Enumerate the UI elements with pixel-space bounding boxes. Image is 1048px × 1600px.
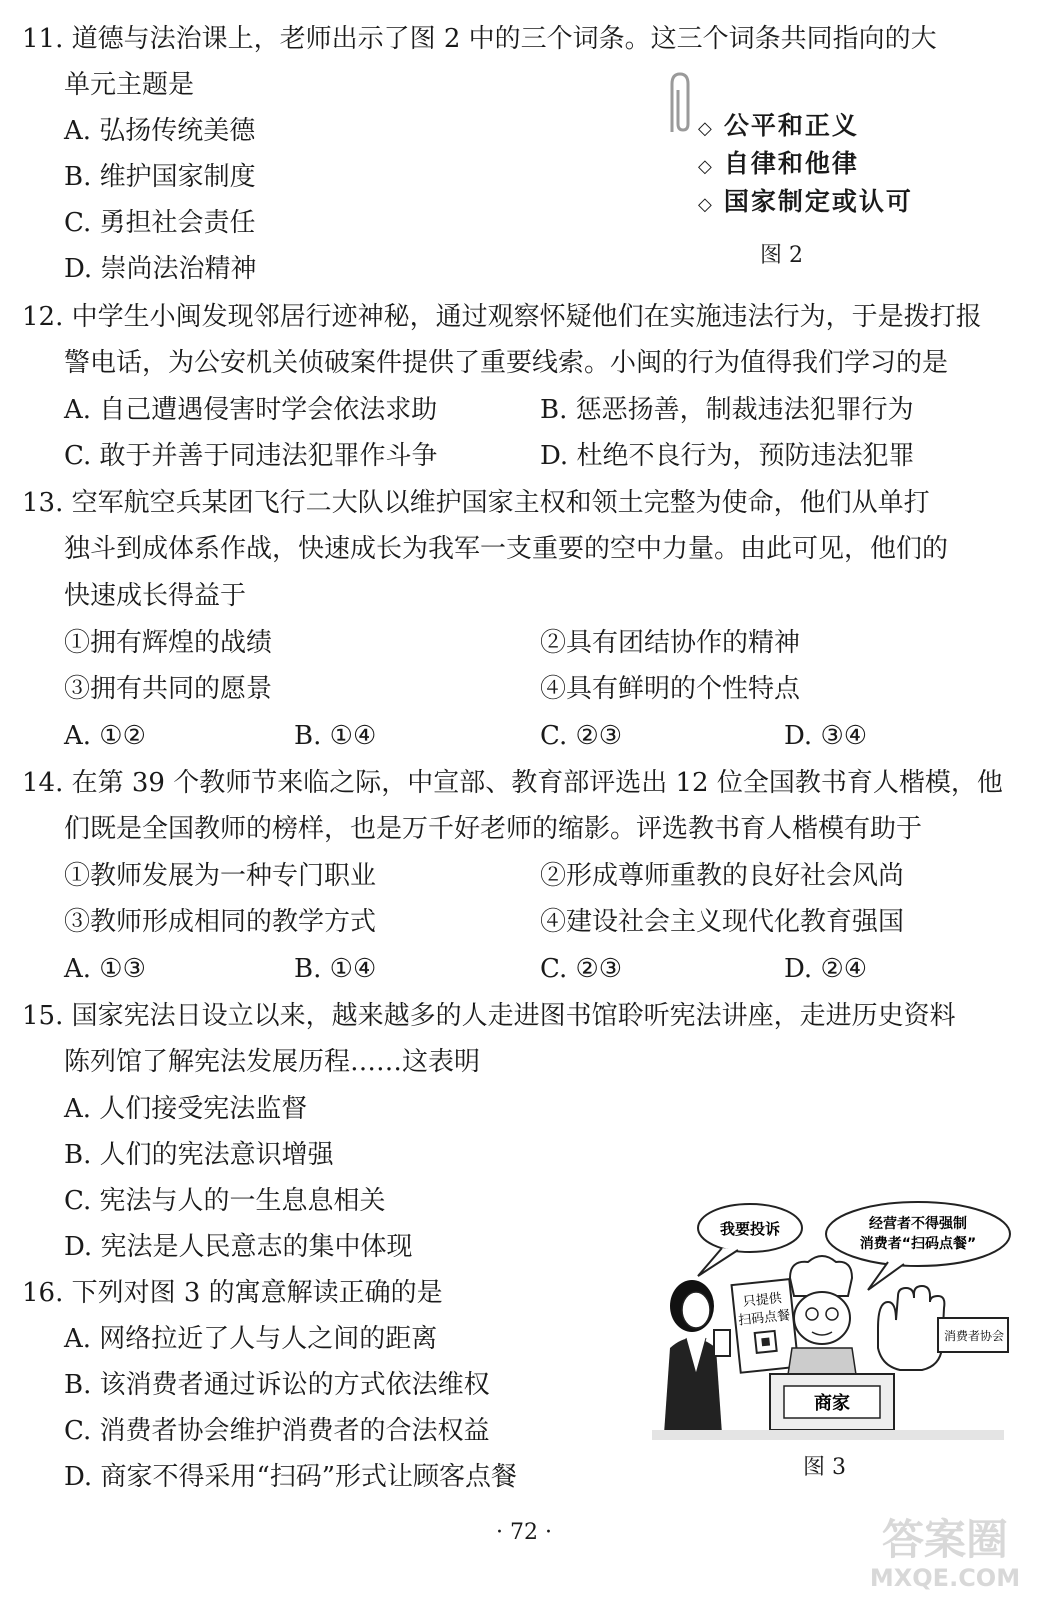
q14-item-3: ③教师形成相同的教学方式 [64, 907, 377, 937]
q16-option-d: D. 商家不得采用“扫码”形式让顾客点餐 [64, 1462, 518, 1492]
q13-option-c: C. ②③ [540, 721, 623, 751]
speech-bubble-left-tail [698, 1248, 738, 1276]
q13-item-4: ④具有鲜明的个性特点 [540, 674, 801, 704]
bubble-right-text-2: 消费者“扫码点餐” [859, 1236, 977, 1252]
counter-label: 商家 [814, 1393, 850, 1414]
q14-option-b: B. ①④ [294, 954, 377, 984]
paperclip-icon [658, 70, 698, 140]
q15-option-c: C. 宪法与人的一生息息相关 [64, 1186, 386, 1216]
figure2-term-2 [698, 144, 859, 180]
q15-stem-line1: 15. 国家宪法日设立以来，越来越多的人走进图书馆聆听宪法讲座，走进历史资料 [22, 1001, 956, 1031]
q14-option-c: C. ②③ [540, 954, 623, 984]
figure2-term-1-text: 公平和正义 [723, 111, 859, 140]
figure3-caption: 图 3 [803, 1455, 846, 1480]
q11-option-b: B. 维护国家制度 [64, 162, 256, 192]
q16-option-a: A. 网络拉近了人与人之间的距离 [64, 1324, 438, 1354]
hand-label: 消费者协会 [943, 1329, 1005, 1343]
q15-option-a: A. 人们接受宪法监督 [64, 1094, 308, 1124]
bubble-left-text: 我要投诉 [719, 1220, 781, 1238]
q12-stem-line2: 警电话，为公安机关侦破案件提供了重要线索。小闽的行为值得我们学习的是 [64, 348, 949, 378]
q11-stem-line1: 11. 道德与法治课上，老师出示了图 2 中的三个词条。这三个词条共同指向的大 [22, 24, 937, 54]
page-number: · 72 · [496, 1520, 552, 1545]
q12-stem-line1: 12. 中学生小闽发现邻居行迹神秘，通过观察怀疑他们在实施违法行为，于是拨打报 [22, 302, 982, 332]
q13-option-b: B. ①④ [294, 721, 377, 751]
sign-text-2: 扫码点餐 [737, 1308, 791, 1329]
q16-option-c: C. 消费者协会维护消费者的合法权益 [64, 1416, 490, 1446]
q14-option-d: D. ②④ [784, 954, 868, 984]
watermark-logo [850, 1508, 1040, 1594]
stop-hand-icon [878, 1286, 1008, 1370]
q14-item-1: ①教师发展为一种专门职业 [64, 861, 377, 891]
q12-option-b: B. 惩恶扬善，制裁违法犯罪行为 [540, 395, 914, 425]
q14-item-2: ②形成尊师重教的良好社会风尚 [540, 861, 905, 891]
q11-option-d: D. 崇尚法治精神 [64, 254, 257, 284]
speech-bubble-right [826, 1202, 1010, 1266]
figure-2 [658, 70, 968, 280]
q11-option-a: A. 弘扬传统美德 [64, 116, 256, 146]
q13-stem-line3: 快速成长得益于 [64, 581, 247, 611]
phone-icon [714, 1330, 730, 1356]
q16-stem: 16. 下列对图 3 的寓意解读正确的是 [22, 1278, 443, 1308]
figure-3-cartoon [652, 1198, 1012, 1448]
merchant-chef-figure [786, 1256, 858, 1388]
q13-stem-line2: 独斗到成体系作战，快速成长为我军一支重要的空中力量。由此可见，他们的 [64, 534, 949, 564]
diamond-bullet-icon: ◇ [698, 156, 714, 177]
speech-bubble-right-tail [868, 1262, 904, 1290]
q13-item-3: ③拥有共同的愿景 [64, 674, 273, 704]
q11-stem-line2: 单元主题是 [64, 70, 195, 100]
q11-option-c: C. 勇担社会责任 [64, 208, 256, 238]
q14-item-4: ④建设社会主义现代化教育强国 [540, 907, 905, 937]
q14-option-a: A. ①③ [64, 954, 146, 984]
q12-option-d: D. 杜绝不良行为，预防违法犯罪 [540, 441, 915, 471]
watermark-top-text: 答案圈 [881, 1515, 1009, 1564]
consumer-figure [664, 1280, 730, 1434]
q13-item-2: ②具有团结协作的精神 [540, 628, 801, 658]
figure2-caption: 图 2 [760, 243, 803, 268]
figure2-term-3 [698, 182, 913, 218]
q15-option-d: D. 宪法是人民意志的集中体现 [64, 1232, 413, 1262]
q13-stem-line1: 13. 空军航空兵某团飞行二大队以维护国家主权和领土完整为使命，他们从单打 [22, 488, 930, 518]
q13-option-a: A. ①② [64, 721, 146, 751]
q13-item-1: ①拥有辉煌的战绩 [64, 628, 273, 658]
merchant-counter [770, 1374, 894, 1430]
scan-order-sign [732, 1279, 799, 1373]
q14-stem-line2: 们既是全国教师的榜样，也是万千好老师的缩影。评选教书育人楷模有助于 [64, 814, 923, 844]
bubble-right-text-1: 经营者不得强制 [869, 1216, 967, 1232]
watermark-bottom-text: MXQE.COM [869, 1564, 1021, 1592]
ground-strip [652, 1430, 1004, 1440]
q12-option-c: C. 敢于并善于同违法犯罪作斗争 [64, 441, 438, 471]
diamond-bullet-icon: ◇ [698, 194, 714, 215]
q16-option-b: B. 该消费者通过诉讼的方式依法维权 [64, 1370, 490, 1400]
q13-option-d: D. ③④ [784, 721, 868, 751]
figure2-term-3-text: 国家制定或认可 [723, 187, 913, 216]
figure2-term-2-text: 自律和他律 [723, 149, 859, 178]
q15-option-b: B. 人们的宪法意识增强 [64, 1140, 334, 1170]
q12-option-a: A. 自己遭遇侵害时学会依法求助 [64, 395, 438, 425]
diamond-bullet-icon: ◇ [698, 118, 714, 139]
q14-stem-line1: 14. 在第 39 个教师节来临之际，中宣部、教育部评选出 12 位全国教书育人楷模，他 [22, 768, 1003, 798]
q15-stem-line2: 陈列馆了解宪法发展历程……这表明 [64, 1047, 481, 1077]
figure2-term-1 [698, 106, 859, 142]
sign-text-1: 只提供 [742, 1291, 783, 1311]
